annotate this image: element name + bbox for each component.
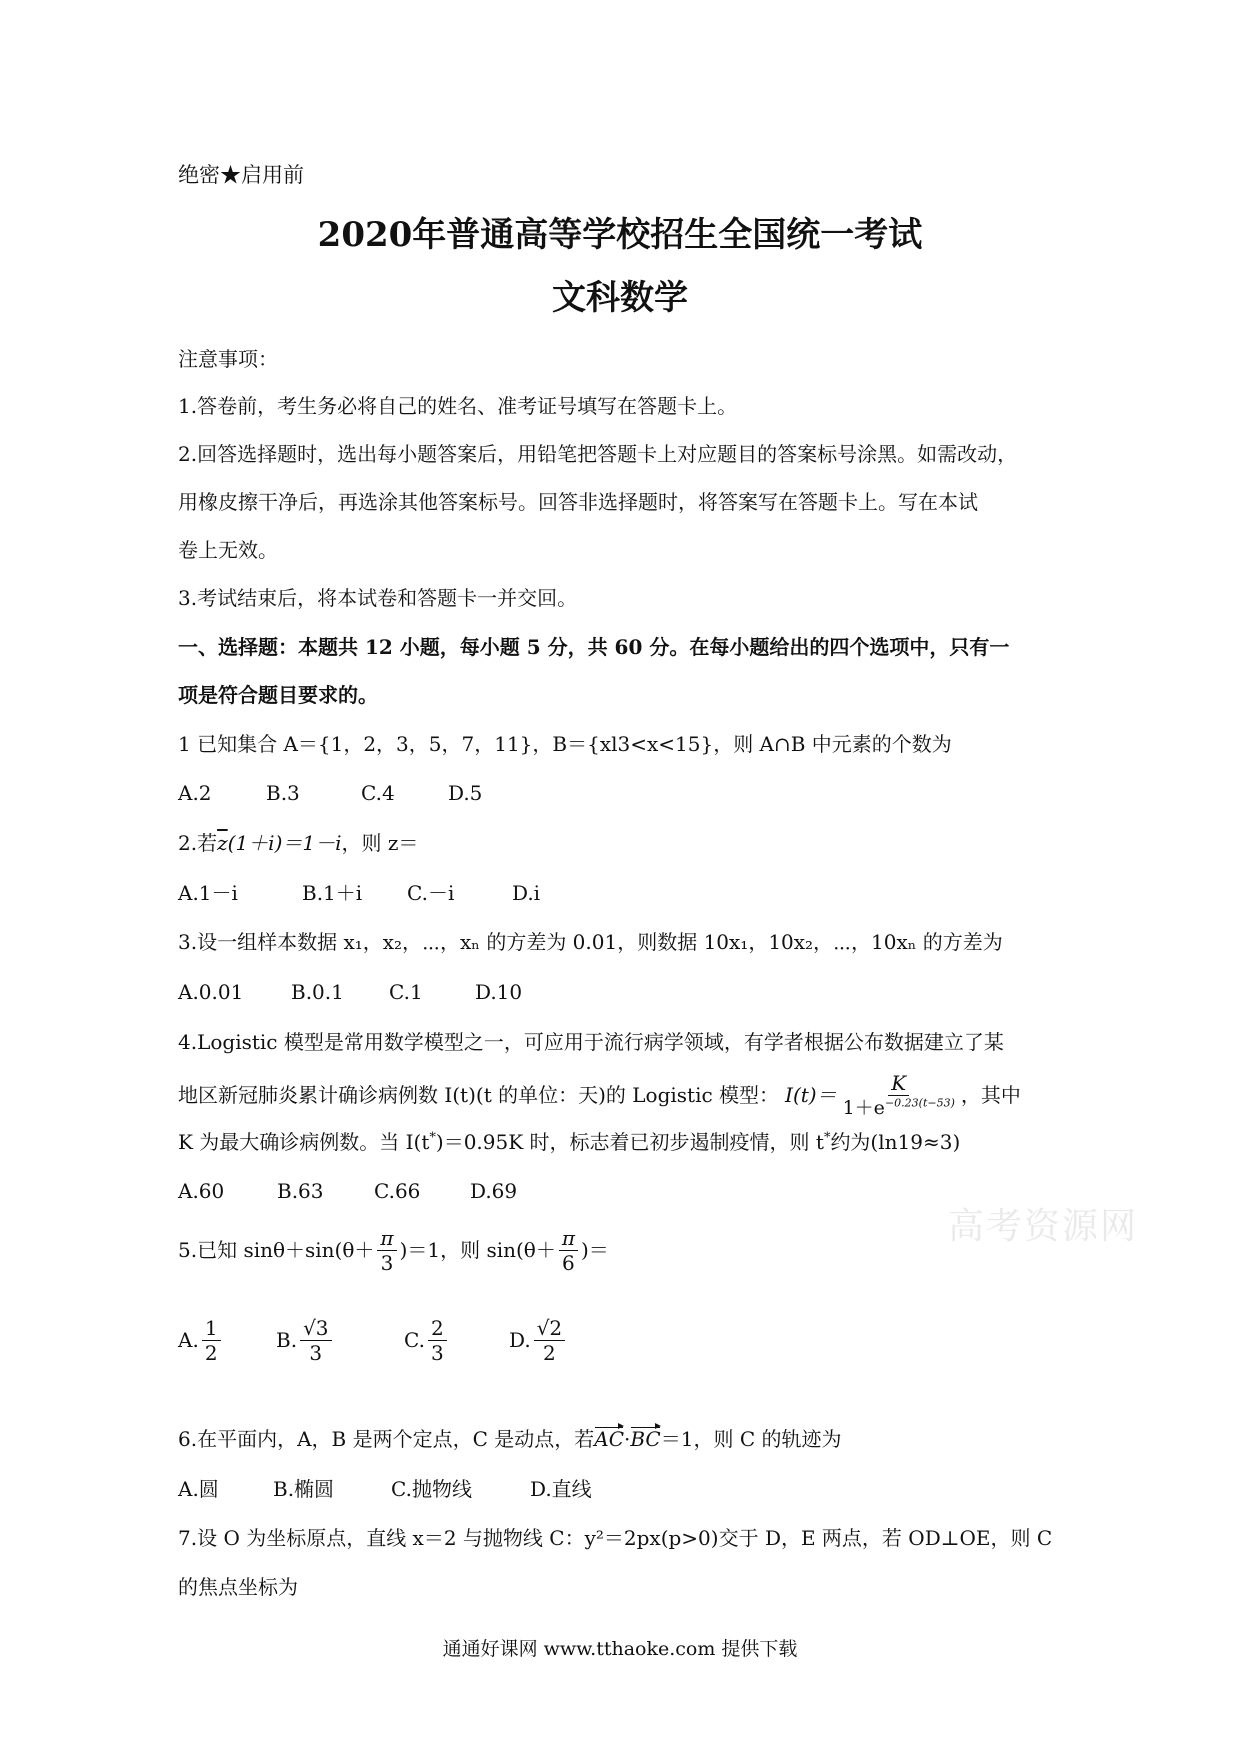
question-3-options <box>178 979 1078 1005</box>
fraction-pi-over-3: $\frac{\pi}{3}$ <box>377 1227 396 1274</box>
notice-item-2-line-3: 卷上无效。 <box>178 538 278 562</box>
question-6-stem: 6.在平面内，A，B 是两个定点，C 是动点，若AC·BC＝1，则 C 的轨迹为 <box>178 1427 842 1451</box>
option-b: B.1＋i <box>302 881 363 905</box>
vector-ac: AC <box>594 1427 624 1451</box>
option-a: A.0.01 <box>178 980 244 1004</box>
question-6-options <box>178 1476 1078 1502</box>
option-b: B.3 <box>266 781 300 805</box>
option-b: B.0.1 <box>291 980 344 1004</box>
question-4-line-1: 4.Logistic 模型是常用数学模型之一，可应用于流行病学领域，有学者根据公布数据建立了某 <box>178 1030 1004 1054</box>
question-1-stem: 1 已知集合 A＝{1，2，3，5，7，11}，B＝{xl3<x<15}，则 A∩B 中元素的个数为 <box>178 732 952 756</box>
option-c: C.4 <box>361 781 395 805</box>
option-b: B. $\frac{√3}{3}$ <box>276 1317 404 1364</box>
option-c: C.1 <box>389 980 423 1004</box>
option-d: D.i <box>512 881 541 905</box>
option-a: A.60 <box>178 1179 225 1203</box>
option-d: D.5 <box>448 781 483 805</box>
option-a: A.1－i <box>178 881 238 905</box>
option-a: A.2 <box>178 781 212 805</box>
option-d: D.直线 <box>530 1477 592 1501</box>
option-c: C.－i <box>407 881 455 905</box>
question-4-line-2: 地区新冠肺炎累计确诊病例数 I(t)(t 的单位：天)的 Logistic 模型： I(t)＝ $\frac{K}{1+e^{-0.23(t-53)}}$ ，其中 <box>178 1070 1021 1119</box>
option-a: A. $\frac{1}{2}$ <box>178 1317 276 1364</box>
fraction-pi-over-6: $\frac{\pi}{6}$ <box>559 1227 578 1274</box>
notice-item-2-line-1: 2.回答选择题时，选出每小题答案后，用铅笔把答题卡上对应题目的答案标号涂黑。如需改动， <box>178 442 1018 466</box>
z-conjugate: $\overline{z}$ <box>217 831 228 855</box>
question-3-stem: 3.设一组样本数据 x₁，x₂，⋯，xₙ 的方差为 0.01，则数据 10x₁，10x₂，⋯，10xₙ 的方差为 <box>178 930 1003 954</box>
question-1-options <box>178 780 1078 806</box>
notice-heading: 注意事项： <box>178 347 278 371</box>
section-1-heading: 一、选择题：本题共 12 小题，每小题 5 分，共 60 分。在每小题给出的四个选项中，只有一 <box>178 635 1010 659</box>
vector-bc: BC <box>630 1427 661 1451</box>
question-2-options <box>178 880 1078 906</box>
secret-mark: 绝密★启用前 <box>178 163 304 187</box>
question-5-options <box>178 1308 1078 1372</box>
notice-item-1: 1.答卷前，考生务必将自己的姓名、准考证号填写在答题卡上。 <box>178 394 738 418</box>
option-c: C.抛物线 <box>391 1477 472 1501</box>
question-5-stem: 5.已知 sinθ＋sin(θ＋ $\frac{\pi}{3}$ )＝1，则 sin(θ＋ $\frac{\pi}{6}$ )＝ <box>178 1225 609 1275</box>
option-a: A.圆 <box>178 1477 219 1501</box>
option-d: D.10 <box>475 980 523 1004</box>
notice-item-2-line-2: 用橡皮擦干净后，再选涂其他答案标号。回答非选择题时，将答案写在答题卡上。写在本试 <box>178 490 978 514</box>
question-4-options <box>178 1178 1078 1204</box>
option-c: C.66 <box>374 1179 421 1203</box>
exam-subtitle: 文科数学 <box>552 278 688 318</box>
question-7-line-2: 的焦点坐标为 <box>178 1575 298 1599</box>
option-d: D. $\frac{√2}{2}$ <box>509 1317 568 1364</box>
option-d: D.69 <box>470 1179 518 1203</box>
notice-item-3: 3.考试结束后，将本试卷和答题卡一并交回。 <box>178 586 578 610</box>
footer-source: 通通好课网 www.tthaoke.com 提供下载 <box>442 1638 798 1660</box>
exam-title: 2020年普通高等学校招生全国统一考试 <box>317 215 923 255</box>
question-4-line-3: K 为最大确诊病例数。当 I(t*)＝0.95K 时，标志着已初步遏制疫情，则 t*约为(ln19≈3) <box>178 1130 961 1154</box>
logistic-formula-fraction: $\frac{K}{1+e^{-0.23(t-53)}}$ <box>842 1070 955 1119</box>
option-c: C. $\frac{2}{3}$ <box>404 1317 509 1364</box>
watermark: 高考资源网 <box>948 1206 1139 1247</box>
option-b: B.椭圆 <box>273 1477 335 1501</box>
option-b: B.63 <box>277 1179 324 1203</box>
question-7-line-1: 7.设 O 为坐标原点，直线 x＝2 与抛物线 C：y²＝2px(p>0)交于 D，E 两点，若 OD⊥OE，则 C <box>178 1526 1053 1550</box>
section-1-heading-cont: 项是符合题目要求的。 <box>178 683 378 707</box>
logistic-formula-lhs: I(t)＝ <box>785 1083 837 1107</box>
question-2-stem: 2.若$\overline{z}(1+i)=1-i$，则 z＝ <box>178 831 419 855</box>
